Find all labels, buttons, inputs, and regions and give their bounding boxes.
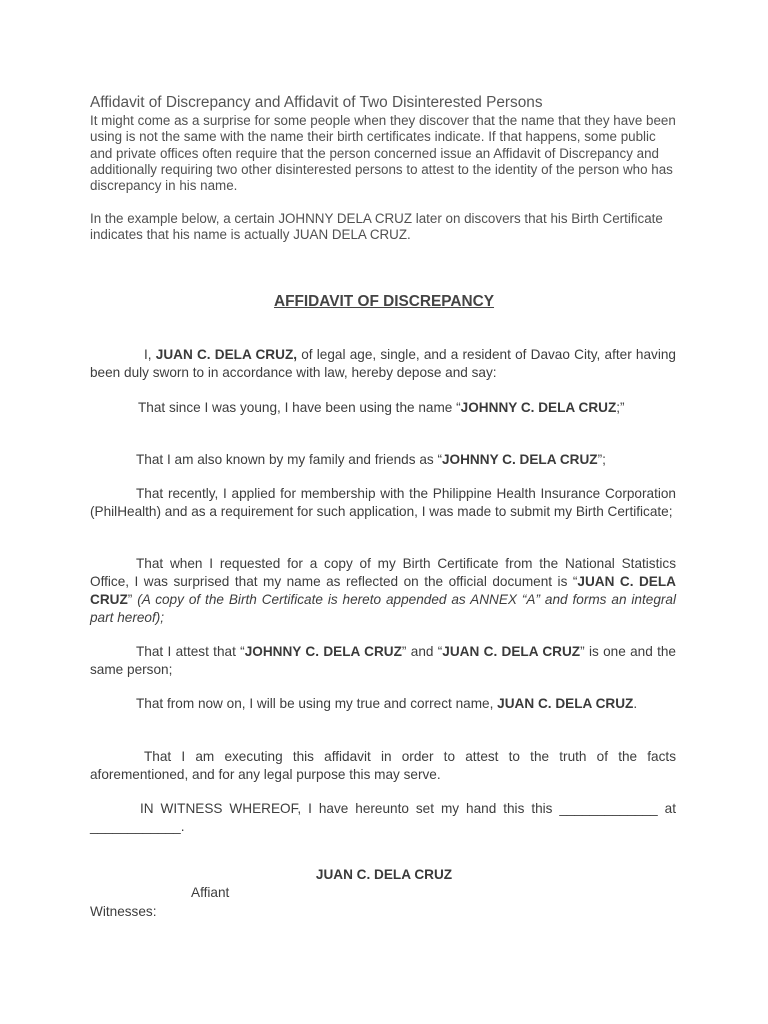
witness-clause: IN WITNESS WHEREOF, I have hereunto set my hand this this _____________ at ____________. <box>90 801 676 834</box>
clause-4-name: JUAN C. DELA CRUZ <box>90 574 676 607</box>
clause-1-text: That since I was young, I have been using the name “ <box>138 400 461 415</box>
clause-5-end: ” is one and the same person; <box>90 644 676 677</box>
signatory-name: JUAN C. DELA CRUZ <box>315 867 453 882</box>
clause-1-name: JOHNNY C. DELA CRUZ <box>460 400 617 415</box>
opening-paragraph <box>90 346 676 382</box>
clause-4-quote: ” <box>127 592 138 607</box>
clause-2-end: ”; <box>597 452 606 467</box>
clause-4-annex-note: (A copy of the Birth Certificate is hereto appended as ANNEX “A” and forms an integral part hereof); <box>90 592 676 625</box>
intro-paragraph-1: It might come as a surprise for some people when they discover that the name that they have been using is not the same with the name their birth certificates indicate. If that happens, some public and private offices often require that the person concerned issue an Affidavit of Discrepancy and additionally requiring two other disinterested persons to attest to the identity of the person who has discrepancy in his name. <box>90 113 676 194</box>
clause-6-text: That from now on, I will be using my true and correct name, <box>136 696 498 711</box>
clause-1-end: ;” <box>616 400 625 415</box>
clause-2-text: That I am also known by my family and friends as “ <box>136 452 442 467</box>
clause-5-and: ” and “ <box>401 644 443 659</box>
clause-6-end: . <box>633 696 638 711</box>
clause-4 <box>90 555 676 627</box>
clause-5-text: That I attest that “ <box>136 644 245 659</box>
clause-3: That recently, I applied for membership with the Philippine Health Insurance Corporation (PhilHealth) and as a requirement for such application, I was made to submit my Birth Certificate; <box>90 486 676 519</box>
clause-5-name-1: JOHNNY C. DELA CRUZ <box>244 644 402 659</box>
clause-2-name: JOHNNY C. DELA CRUZ <box>441 452 598 467</box>
clause-5 <box>90 643 676 679</box>
clause-4-text: That when I requested for a copy of my Birth Certificate from the National Statistics Office, I was surprised that my name as reflected on the official document is “ <box>90 556 676 589</box>
affidavit-title: AFFIDAVIT OF DISCREPANCY <box>273 293 495 310</box>
clause-7: That I am executing this affidavit in order to attest to the truth of the facts aforementioned, and for any legal purpose this may serve. <box>90 749 676 782</box>
article-title: Affidavit of Discrepancy and Affidavit of Two Disinterested Persons <box>90 94 543 111</box>
clause-1 <box>90 399 676 417</box>
intro-paragraph-2: In the example below, a certain JOHNNY DELA CRUZ later on discovers that his Birth Certificate indicates that his name is actually JUAN DELA CRUZ. <box>90 211 663 243</box>
clause-2 <box>90 451 676 469</box>
clause-6-name: JUAN C. DELA CRUZ <box>497 696 634 711</box>
clause-6 <box>90 695 676 713</box>
opening-text: I, <box>144 347 156 362</box>
affiant-label: Affiant <box>191 885 230 900</box>
opening-text-rest: of legal age, single, and a resident of Davao City, after having been duly sworn to in accordance with law, hereby depose and say: <box>90 347 676 380</box>
affiant-name: JUAN C. DELA CRUZ, <box>155 347 298 362</box>
clause-5-name-2: JUAN C. DELA CRUZ <box>442 644 581 659</box>
witnesses-label: Witnesses: <box>90 904 157 919</box>
